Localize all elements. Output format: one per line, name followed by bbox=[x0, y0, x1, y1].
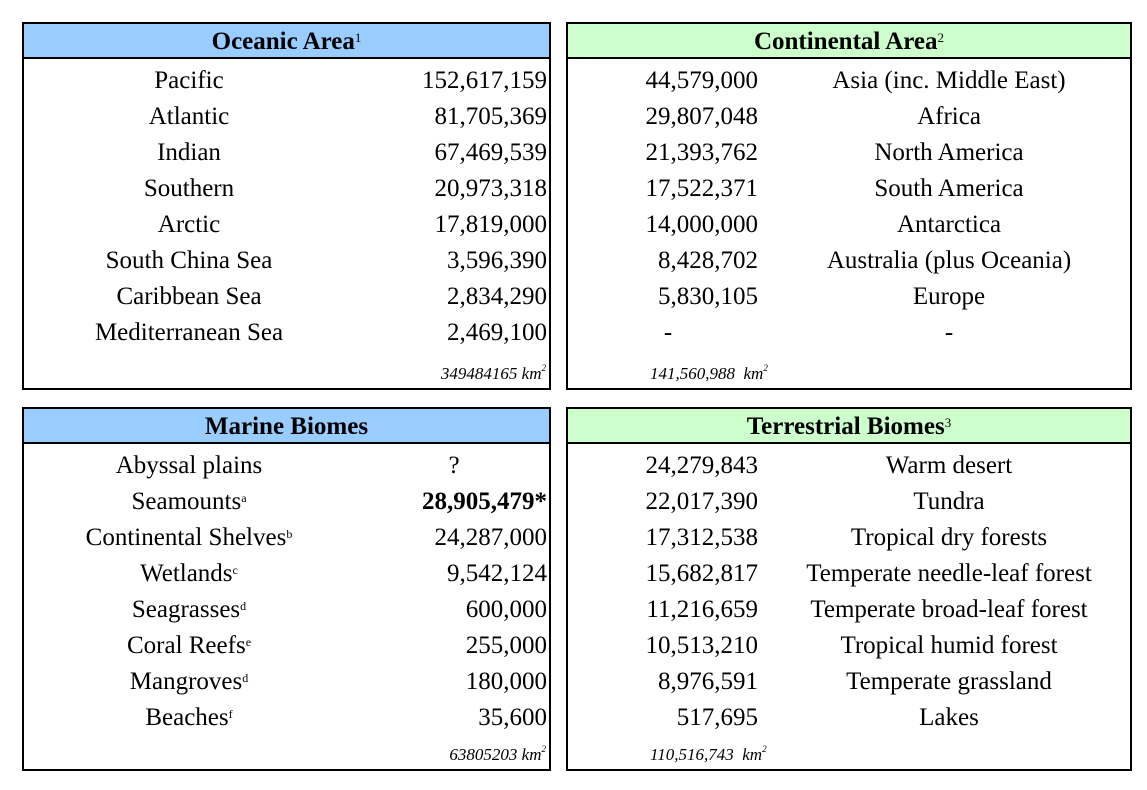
biome-name bbox=[24, 700, 354, 736]
table-row bbox=[24, 171, 549, 207]
continent-area-value: 44,579,000 bbox=[645, 67, 758, 94]
biome-area-value: 255,000 bbox=[465, 632, 547, 659]
continent-area-value: 17,522,371 bbox=[645, 175, 758, 202]
biome-name bbox=[24, 592, 354, 628]
oceanic-area-panel bbox=[22, 22, 551, 390]
table-row bbox=[568, 556, 1130, 592]
table-row bbox=[24, 135, 549, 171]
terrestrial-biomes-title: Terrestrial Biomes bbox=[746, 413, 945, 440]
continental-area-header bbox=[568, 24, 1130, 59]
continent-area-value: 14,000,000 bbox=[645, 211, 758, 238]
ocean-name: Arctic bbox=[157, 211, 221, 238]
biome-name: Warm desert bbox=[885, 452, 1013, 479]
biome-area-value: 600,000 bbox=[465, 596, 547, 623]
oceanic-area-title: Oceanic Area bbox=[211, 28, 355, 55]
oceanic-area-title-footnote: 1 bbox=[354, 30, 362, 45]
continental-area-total bbox=[650, 364, 768, 384]
table-row bbox=[568, 448, 1130, 484]
continent-name: - bbox=[944, 319, 954, 346]
oceanic-area-header bbox=[24, 24, 549, 59]
biome-name: Tundra bbox=[913, 488, 985, 515]
table-row bbox=[24, 99, 549, 135]
table-row bbox=[24, 520, 549, 556]
biome-area-value: 10,513,210 bbox=[645, 632, 758, 659]
table-row bbox=[24, 556, 549, 592]
table-row bbox=[24, 448, 549, 484]
biome-name-text: Mangroves bbox=[129, 668, 243, 695]
oceanic-area-total bbox=[441, 364, 546, 384]
table-row bbox=[568, 63, 1130, 99]
total-value: 110,516,743 km bbox=[650, 745, 763, 764]
continent-name: Antarctica bbox=[896, 211, 1002, 238]
total-unit-exponent: 2 bbox=[541, 744, 546, 754]
continent-area-value: 8,428,702 bbox=[658, 247, 758, 274]
biome-name-text: Seagrasses bbox=[131, 596, 241, 623]
ocean-area-value: 2,834,290 bbox=[447, 283, 547, 310]
ocean-area-value: 2,469,100 bbox=[447, 319, 547, 346]
biome-name-text: Beaches bbox=[145, 704, 229, 731]
biome-name-text: Abyssal plains bbox=[115, 452, 263, 479]
biome-area-value: ? bbox=[448, 452, 460, 479]
ocean-area-value: 17,819,000 bbox=[434, 211, 547, 238]
ocean-area-value: 81,705,369 bbox=[434, 103, 547, 130]
biome-name bbox=[24, 664, 354, 700]
biome-name-text: Coral Reefs bbox=[126, 632, 246, 659]
table-row bbox=[568, 484, 1130, 520]
table-row bbox=[24, 279, 549, 315]
biome-area-value: 8,976,591 bbox=[658, 668, 758, 695]
biome-area-value: 180,000 bbox=[465, 668, 547, 695]
continental-area-title-footnote: 2 bbox=[937, 30, 945, 45]
table-row bbox=[24, 664, 549, 700]
biome-footnote: d bbox=[242, 671, 249, 685]
continent-name: South America bbox=[874, 175, 1024, 202]
table-row bbox=[24, 484, 549, 520]
table-row bbox=[24, 207, 549, 243]
biome-name: Temperate grassland bbox=[846, 668, 1052, 695]
biome-footnote: d bbox=[240, 599, 247, 613]
marine-biomes-title: Marine Biomes bbox=[204, 413, 369, 440]
ocean-name: Caribbean Sea bbox=[116, 283, 262, 310]
table-row bbox=[24, 315, 549, 351]
ocean-area-value: 3,596,390 bbox=[447, 247, 547, 274]
ocean-area-value: 20,973,318 bbox=[434, 175, 547, 202]
table-row bbox=[568, 592, 1130, 628]
biome-name: Temperate broad-leaf forest bbox=[810, 596, 1088, 623]
total-value: 63805203 km bbox=[449, 745, 542, 764]
biome-area-value: 24,279,843 bbox=[645, 452, 758, 479]
table-row bbox=[568, 171, 1130, 207]
continent-name: Europe bbox=[912, 283, 986, 310]
biome-area-value: 28,905,479* bbox=[422, 488, 547, 515]
ocean-area-value: 67,469,539 bbox=[434, 139, 547, 166]
biome-area-value: 24,287,000 bbox=[434, 524, 547, 551]
continent-area-value: 29,807,048 bbox=[645, 103, 758, 130]
ocean-name: Mediterranean Sea bbox=[94, 319, 284, 346]
biome-name bbox=[24, 520, 354, 556]
biome-name-text: Seamounts bbox=[131, 488, 242, 515]
table-row bbox=[568, 243, 1130, 279]
table-row bbox=[568, 628, 1130, 664]
ocean-name: Southern bbox=[143, 175, 235, 202]
table-row bbox=[24, 700, 549, 736]
biome-area-value: 517,695 bbox=[676, 704, 758, 731]
terrestrial-biomes-panel bbox=[566, 407, 1132, 771]
biome-area-value: 22,017,390 bbox=[645, 488, 758, 515]
table-row bbox=[568, 315, 1130, 351]
total-unit-exponent: 2 bbox=[763, 363, 768, 373]
biome-area-value: 17,312,538 bbox=[645, 524, 758, 551]
marine-biomes-panel bbox=[22, 407, 551, 771]
table-row bbox=[568, 700, 1130, 736]
table-row bbox=[24, 243, 549, 279]
total-value: 349484165 km bbox=[440, 364, 542, 383]
biome-area-value: 9,542,124 bbox=[447, 560, 547, 587]
ocean-area-value: 152,617,159 bbox=[422, 67, 547, 94]
continent-name: Australia (plus Oceania) bbox=[826, 247, 1072, 274]
biome-area-value: 15,682,817 bbox=[645, 560, 758, 587]
total-unit-exponent: 2 bbox=[541, 363, 546, 373]
table-row bbox=[24, 592, 549, 628]
marine-biomes-total bbox=[449, 745, 546, 765]
biome-name: Temperate needle-leaf forest bbox=[806, 560, 1092, 587]
continent-name: Asia (inc. Middle East) bbox=[832, 67, 1066, 94]
continental-area-title: Continental Area bbox=[753, 28, 938, 55]
continent-name: North America bbox=[874, 139, 1024, 166]
table-row bbox=[568, 99, 1130, 135]
biome-footnote: e bbox=[245, 635, 252, 649]
continent-area-value: 5,830,105 bbox=[658, 283, 758, 310]
table-row bbox=[568, 207, 1130, 243]
biome-footnote: a bbox=[241, 491, 247, 505]
table-row bbox=[568, 279, 1130, 315]
biome-area-value: 11,216,659 bbox=[646, 596, 758, 623]
continental-area-panel bbox=[566, 22, 1132, 390]
ocean-name: Pacific bbox=[154, 67, 224, 94]
biome-footnote: c bbox=[232, 563, 238, 577]
biome-name bbox=[24, 484, 354, 520]
table-row bbox=[24, 63, 549, 99]
ocean-name: South China Sea bbox=[105, 247, 273, 274]
total-unit-exponent: 2 bbox=[762, 744, 767, 754]
biome-name bbox=[24, 448, 354, 484]
table-row bbox=[568, 664, 1130, 700]
table-row bbox=[568, 135, 1130, 171]
ocean-name: Atlantic bbox=[148, 103, 230, 130]
total-value: 141,560,988 km bbox=[650, 364, 764, 383]
biome-name-text: Wetlands bbox=[140, 560, 233, 587]
biome-name bbox=[24, 556, 354, 592]
continent-area-value: 21,393,762 bbox=[645, 139, 758, 166]
terrestrial-biomes-header bbox=[568, 409, 1130, 444]
marine-biomes-header bbox=[24, 409, 549, 444]
table-row bbox=[568, 520, 1130, 556]
terrestrial-biomes-title-footnote: 3 bbox=[944, 415, 952, 430]
biome-footnote: f bbox=[228, 707, 233, 721]
biome-name bbox=[24, 628, 354, 664]
continent-name: Africa bbox=[917, 103, 981, 130]
table-row bbox=[24, 628, 549, 664]
continent-area-value: - bbox=[663, 319, 673, 346]
biome-footnote: b bbox=[286, 527, 293, 541]
biome-area-value: 35,600 bbox=[478, 704, 547, 731]
biome-name-text: Continental Shelves bbox=[85, 524, 287, 551]
biome-name: Tropical humid forest bbox=[840, 632, 1058, 659]
terrestrial-biomes-total bbox=[650, 745, 767, 765]
ocean-name: Indian bbox=[157, 139, 221, 166]
biome-name: Tropical dry forests bbox=[850, 524, 1048, 551]
biome-name: Lakes bbox=[919, 704, 979, 731]
